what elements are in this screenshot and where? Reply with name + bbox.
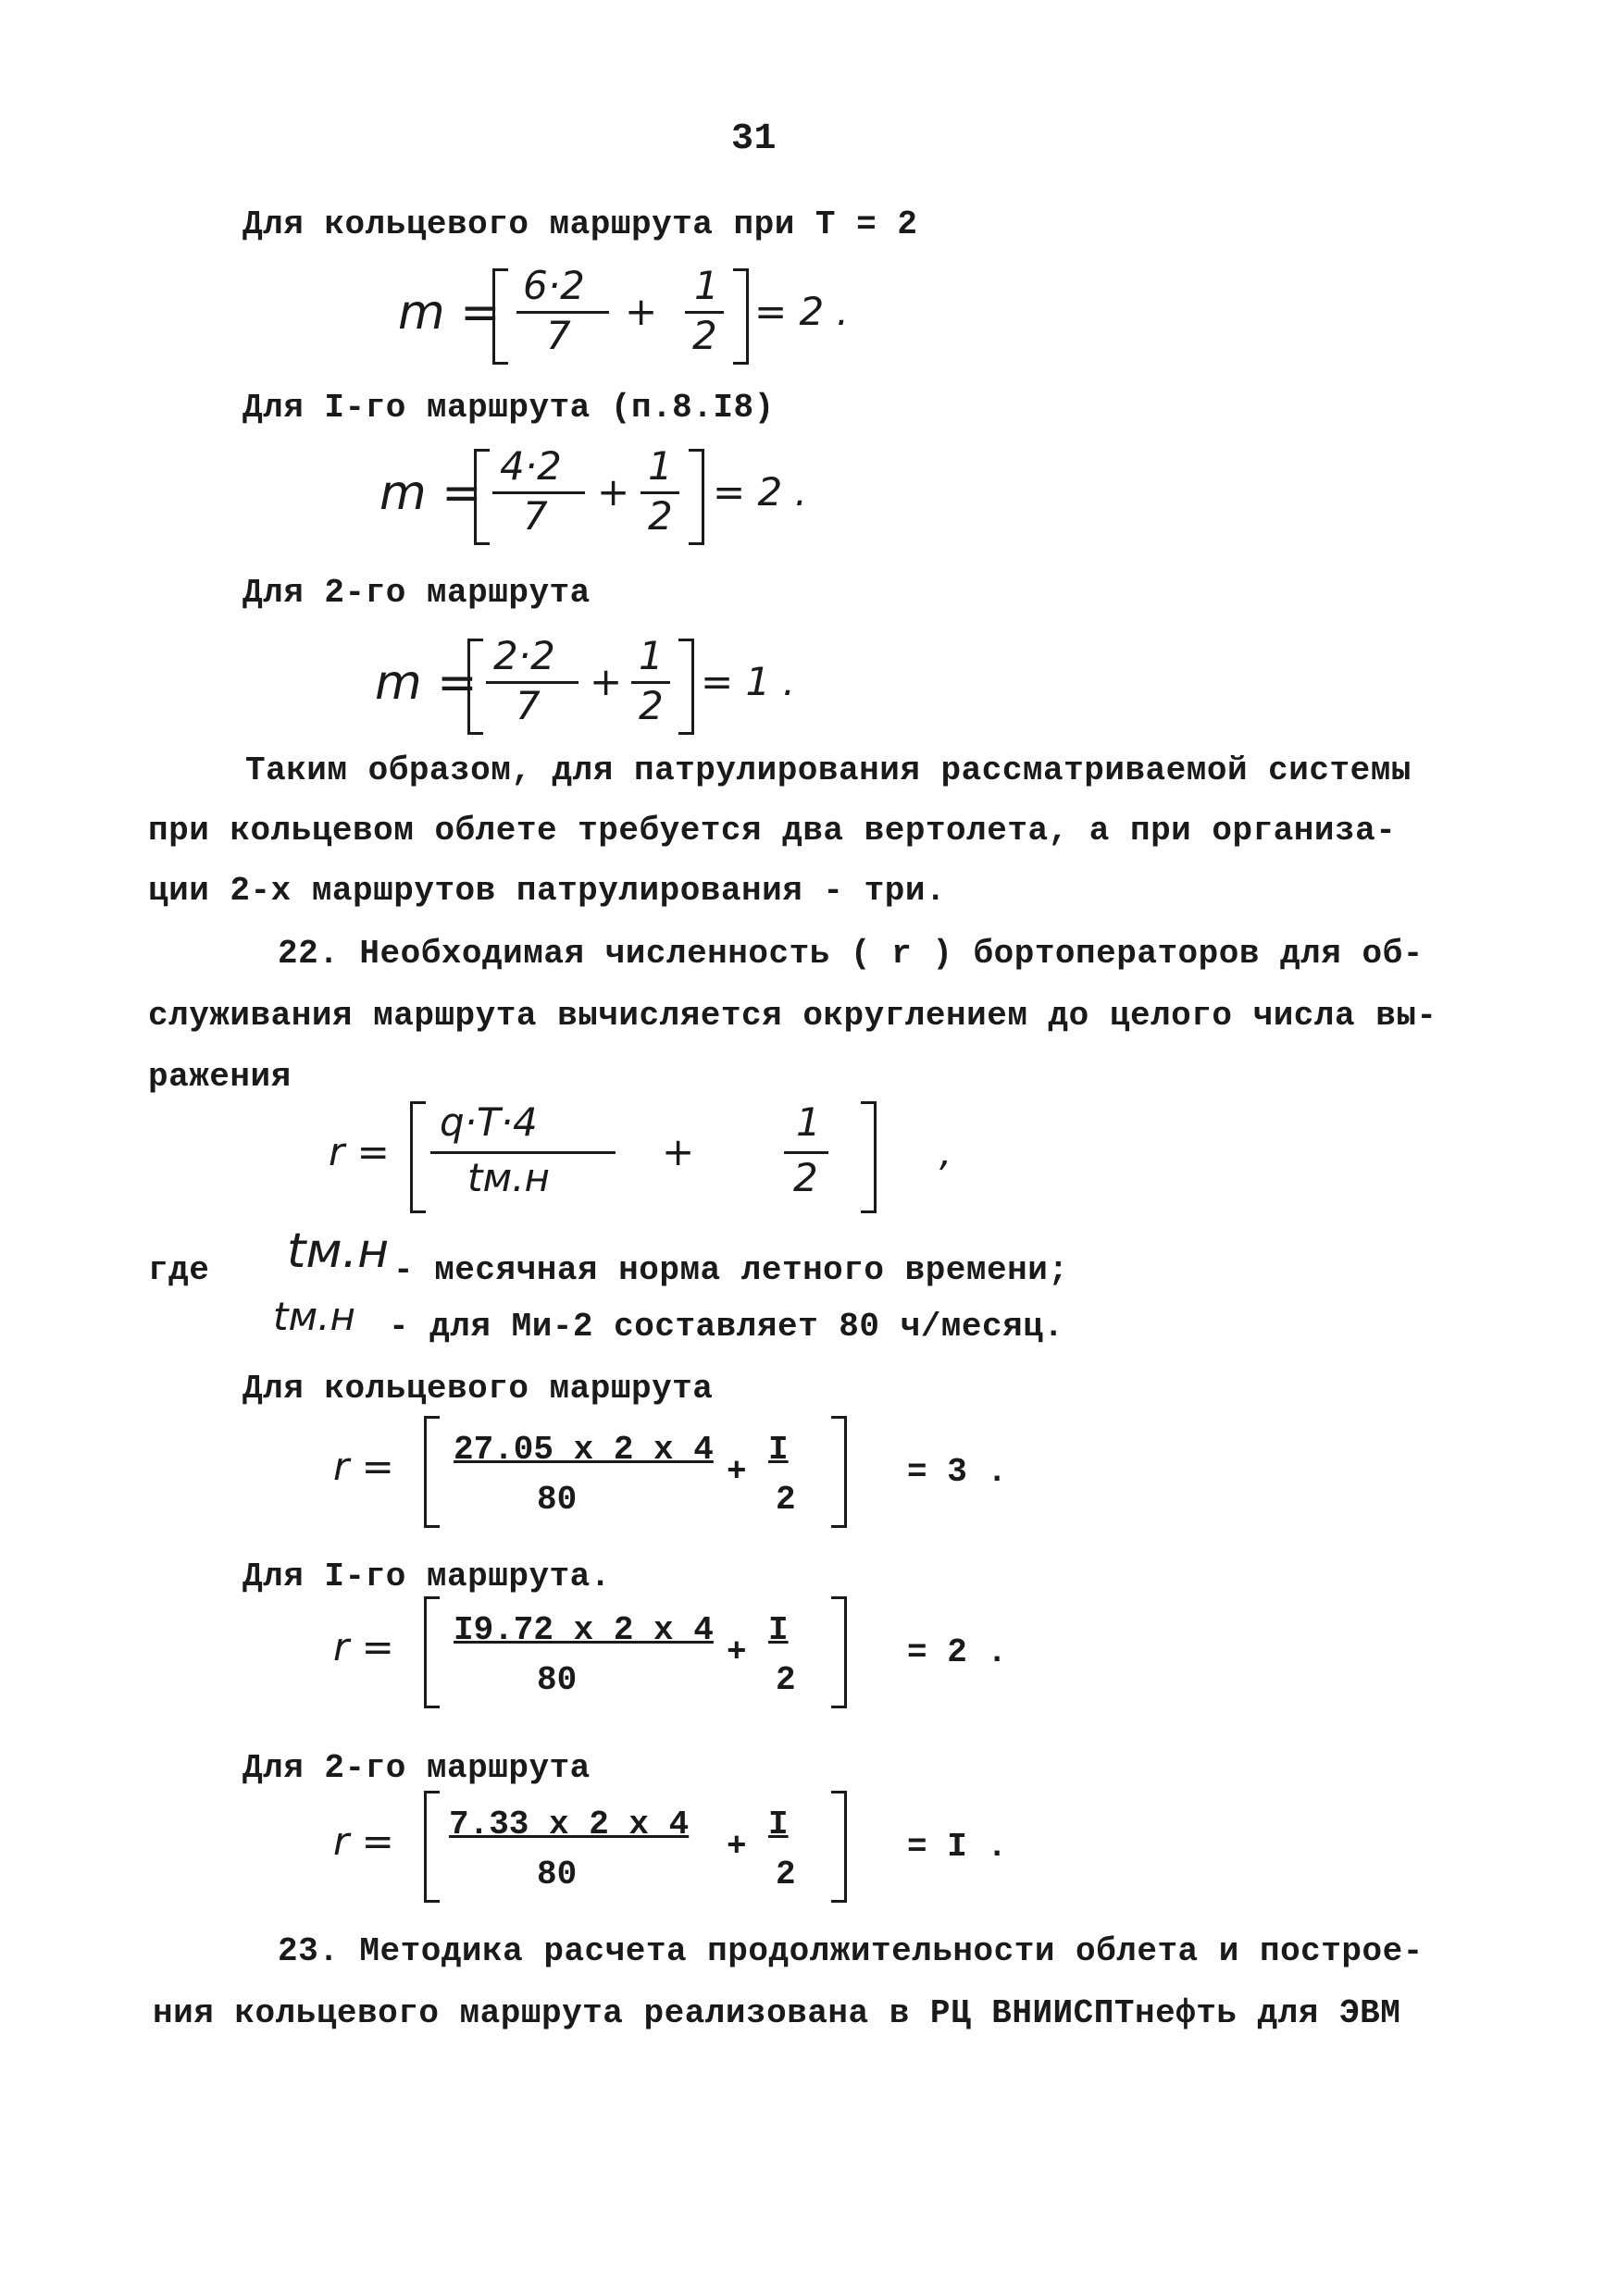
fraction-line-2 [784, 1151, 828, 1154]
denominator-2: 2 [692, 313, 717, 358]
formula-rhs: = 2 . [713, 469, 807, 515]
numerator: 2·2 [493, 633, 555, 678]
denominator-2: 2 [793, 1155, 818, 1200]
numerator: 4·2 [500, 443, 562, 489]
formula-m-route1 [379, 443, 898, 551]
numerator-2: 1 [694, 263, 719, 308]
paragraph-22-line-2: служивания маршрута вычисляется округлением до целого числа вы- [148, 997, 1437, 1035]
denominator-2: 2 [648, 493, 673, 539]
denominator-2: 2 [776, 1481, 796, 1519]
numerator: q·T·4 [440, 1099, 538, 1145]
left-bracket [424, 1416, 440, 1528]
formula-lhs: r = [333, 1444, 394, 1489]
denominator-2: 2 [776, 1661, 796, 1699]
formula-m-ring [398, 263, 879, 370]
paragraph-1-line-2: при кольцевом облете требуется два вертолета, а при организа- [148, 812, 1397, 850]
denominator: 7 [523, 493, 548, 539]
plus-sign: + [590, 659, 623, 704]
paragraph-22-line-3: ражения [148, 1058, 292, 1096]
formula-lhs: m = [398, 285, 501, 341]
formula-rhs: = 1 . [701, 659, 795, 704]
numerator-2: I [768, 1611, 789, 1649]
formula-r-route1 [333, 1596, 1037, 1712]
denominator: tм.н [467, 1155, 550, 1200]
plus-sign: + [727, 1633, 747, 1671]
left-bracket [424, 1596, 440, 1708]
numerator: I9.72 x 2 x 4 [454, 1611, 714, 1649]
numerator: 7.33 x 2 x 4 [449, 1806, 690, 1843]
page-number: 31 [731, 118, 777, 160]
right-bracket [831, 1596, 847, 1708]
denominator: 80 [537, 1481, 578, 1519]
numerator-2: 1 [648, 443, 673, 489]
plus-sign: + [727, 1453, 747, 1491]
denominator-2: 2 [639, 683, 664, 728]
where-label: где [148, 1251, 210, 1289]
denominator: 80 [537, 1661, 578, 1699]
plus-sign: + [597, 469, 630, 515]
left-bracket [474, 449, 490, 545]
right-bracket [678, 639, 694, 735]
formula-lhs: m = [375, 655, 478, 711]
formula-rhs: = 2 . [907, 1633, 1008, 1671]
left-bracket [467, 639, 483, 735]
formula-r-ring [333, 1416, 1037, 1532]
heading-ring: Для кольцевого маршрута [243, 1370, 714, 1408]
left-bracket [424, 1791, 440, 1903]
numerator: 27.05 x 2 x 4 [454, 1431, 714, 1469]
numerator-2: 1 [796, 1099, 821, 1145]
formula-r-general [329, 1101, 995, 1222]
formula-rhs: = 3 . [907, 1453, 1008, 1491]
heading-route2-r: Для 2-го маршрута [243, 1749, 591, 1787]
formula-lhs: m = [379, 465, 482, 521]
denominator: 7 [546, 313, 571, 358]
numerator: 6·2 [523, 263, 585, 308]
formula-m-route2 [375, 633, 856, 740]
plus-sign: + [662, 1129, 695, 1174]
numerator-2: I [768, 1431, 789, 1469]
denominator: 7 [516, 683, 541, 728]
left-bracket [410, 1101, 426, 1213]
paragraph-1-line-1: Таким образом, для патрулирования рассматриваемой системы [245, 751, 1412, 789]
formula-rhs: = 2 . [754, 289, 849, 334]
heading-route1-r: Для I-го маршрута. [243, 1558, 611, 1595]
right-bracket [861, 1101, 877, 1213]
formula-lhs: r = [329, 1129, 390, 1174]
right-bracket [689, 449, 704, 545]
formula-r-route2 [333, 1791, 1037, 1906]
formula-tail: , [939, 1129, 952, 1174]
formula-lhs: r = [333, 1818, 394, 1864]
formula-lhs: r = [333, 1624, 394, 1669]
heading-route1: Для I-го маршрута (п.8.I8) [243, 389, 775, 427]
heading-route2: Для 2-го маршрута [243, 574, 591, 612]
denominator: 80 [537, 1855, 578, 1893]
heading-ring-T2: Для кольцевого маршрута при T = 2 [243, 205, 918, 243]
fraction-line [430, 1151, 616, 1154]
numerator-2: I [768, 1806, 789, 1843]
formula-rhs: = I . [907, 1828, 1008, 1866]
plus-sign: + [727, 1828, 747, 1866]
left-bracket [492, 268, 508, 365]
paragraph-1-line-3: ции 2-х маршрутов патрулирования - три. [148, 872, 947, 910]
plus-sign: + [625, 289, 658, 334]
paragraph-22-line-1: 22. Необходимая численность ( r ) бортоператоров для об- [278, 935, 1424, 973]
where-symbol-2: tм.н [273, 1294, 355, 1339]
where-text-2: - для Ми-2 составляет 80 ч/месяц. [389, 1308, 1064, 1346]
paragraph-23-line-2: ния кольцевого маршрута реализована в РЦ ВНИИСПТнефть для ЭВМ [153, 1994, 1401, 2032]
right-bracket [831, 1791, 847, 1903]
denominator-2: 2 [776, 1855, 796, 1893]
paragraph-23-line-1: 23. Методика расчета продолжительности облета и построе- [278, 1932, 1424, 1970]
right-bracket [831, 1416, 847, 1528]
right-bracket [733, 268, 749, 365]
where-text-1: - месячная норма летного времени; [393, 1251, 1069, 1289]
where-symbol-1: tм.н [287, 1223, 390, 1279]
numerator-2: 1 [639, 633, 664, 678]
